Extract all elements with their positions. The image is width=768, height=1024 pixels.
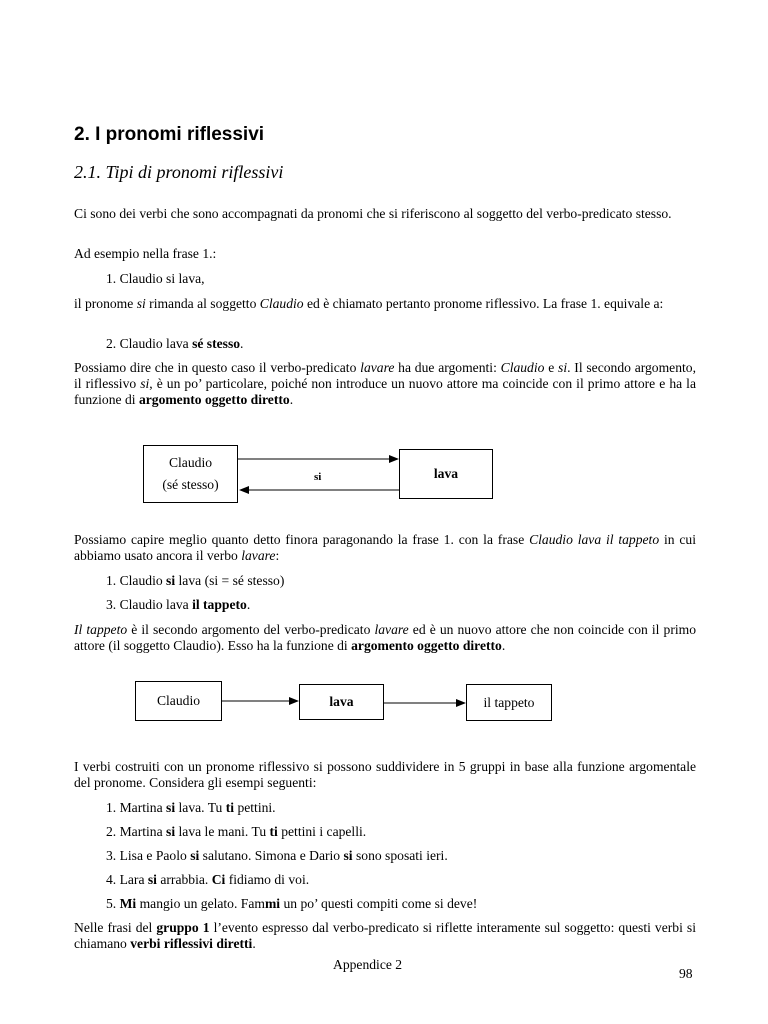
text-run: . [246,597,251,612]
text-run: si [190,848,200,863]
diagram1-subject-label: Claudio [168,455,213,470]
paragraph-group1 [74,920,696,952]
page-number: 98 [679,966,693,981]
text-run: 1. Martina [106,800,167,815]
list-item-3 [106,848,448,864]
list-item-4 [106,872,309,888]
text-run: . Il secondo argomento, il riflessivo [74,360,696,391]
subsection-heading: 2.1. Tipi di pronomi riflessivi [74,162,284,182]
paragraph-comparison [74,532,696,564]
diagram2-object-box: il tappeto [466,684,552,721]
text-run: lavare [360,360,395,375]
example-sentence-3 [106,573,284,589]
text-run: e [544,360,559,375]
text-run: Claudio [500,360,545,375]
paragraph-pronoun [74,296,696,312]
list-item-5 [106,896,477,912]
text-run: il pronome [74,296,137,311]
text-run: Mi [119,896,137,911]
text-run: è il secondo argomento del verbo-predicato [127,622,375,637]
text-run: 2. Claudio lava [106,336,193,351]
text-run: mi [264,896,281,911]
diagram1-reflexive-label: (sé stesso) [162,477,219,492]
example-sentence-4 [106,597,250,613]
text-run: si [140,376,150,391]
diagram2-subject-box: Claudio [135,681,222,721]
text-run: 3. Lisa e Paolo [106,848,191,863]
text-run: Ci [211,872,226,887]
text-run: si [166,824,176,839]
text-run: fidiamo di voi. [225,872,310,887]
text-run: si [166,800,176,815]
text-run: Il tappeto [74,622,128,637]
text-run: ed è un nuovo attore che non coincide con il primo attore (il soggetto Claudio). Esso ha la funzione di [74,622,696,653]
text-run: ti [225,800,235,815]
paragraph-groups [74,759,696,791]
paragraph-example-intro [74,246,696,262]
text-run: verbi riflessivi diretti [130,936,253,951]
diagram1-arrow-label: si [314,471,322,483]
text-run: lava (si = sé stesso) [175,573,285,588]
text-run: 4. Lara [106,872,148,887]
example-sentence-2 [106,336,243,352]
section-heading: 2. I pronomi riflessivi [74,124,265,145]
text-run: . [240,336,244,351]
diagram1-subject-box [143,445,238,503]
page-footer: Appendice 2 [333,957,403,972]
text-run: pettini. [234,800,276,815]
text-run: . [252,936,256,951]
text-run: ed è chiamato pertanto pronome riflessivo. La frase 1. equivale a: [303,296,664,311]
paragraph-intro [74,206,696,222]
text-run: : [275,548,280,563]
text-run: . [501,638,506,653]
text-run: argomento oggetto diretto [138,392,290,407]
text-run: si [558,360,568,375]
text-run: si [166,573,176,588]
diagram2-arrow-2 [384,697,467,709]
text-run: Ci sono dei verbi che sono accompagnati da pronomi che si riferiscono al soggetto del verbo-predicato stesso. [74,206,672,221]
list-item-2 [106,824,366,840]
text-run: 5. [106,896,120,911]
text-run: sé stesso [192,336,241,351]
text-run: l’evento espresso dal verbo-predicato si riflette interamente sul soggetto: questi verbi si chiamano [74,920,696,951]
text-run: si [136,296,146,311]
paragraph-direct-object [74,622,696,654]
text-run: lava le mani. Tu [175,824,270,839]
diagram2-verb-box: lava [299,684,384,720]
paragraph-arguments [74,360,696,408]
text-run: salutano. Simona e Dario [199,848,344,863]
text-run: gruppo 1 [156,920,210,935]
text-run: 2. Martina [106,824,167,839]
text-run: arrabbia. [156,872,212,887]
text-run: Possiamo dire che in questo caso il verbo-predicato [74,360,361,375]
text-run: il tappeto [192,597,247,612]
diagram1-verb-box: lava [399,449,493,499]
text-run: mangio un gelato. Fam [136,896,265,911]
text-run: lavare [241,548,276,563]
text-run: I verbi costruiti con un pronome riflessivo si possono suddividere in 5 gruppi in base alla funzione argomentale del pronome. Considera gli esempi seguenti: [74,759,696,790]
text-run: lavare [374,622,409,637]
diagram2-arrow-1 [222,695,300,707]
text-run: si [343,848,353,863]
text-run: Claudio lava il tappeto [529,532,660,547]
text-run: 1. Claudio [106,573,167,588]
text-run: , è un po’ particolare, poiché non introduce un nuovo attore ma coincide con il primo attore e ha la funzione di [74,376,696,407]
text-run: . [289,392,294,407]
text-run: in cui abbiamo usato ancora il verbo [74,532,696,563]
diagram1-forward-arrowhead [389,455,399,463]
list-item-1 [106,800,276,816]
text-run: Claudio [259,296,304,311]
text-run: 3. Claudio lava [106,597,193,612]
text-run: 1. Claudio si lava, [106,271,205,286]
example-sentence-1 [106,271,205,287]
text-run: lava. Tu [175,800,226,815]
text-run: Ad esempio nella frase 1.: [74,246,217,261]
text-run: Possiamo capire meglio quanto detto finora paragonando la frase 1. con la frase [74,532,530,547]
text-run: un po’ questi compiti come si deve! [280,896,478,911]
text-run: ha due argomenti: [394,360,501,375]
text-run: si [147,872,157,887]
text-run: argomento oggetto diretto [351,638,502,653]
diagram1-back-arrowhead [239,486,249,494]
text-run: rimanda al soggetto [145,296,260,311]
text-run: ti [269,824,278,839]
text-run: sono sposati ieri. [352,848,448,863]
text-run: Nelle frasi del [74,920,157,935]
text-run: pettini i capelli. [277,824,367,839]
